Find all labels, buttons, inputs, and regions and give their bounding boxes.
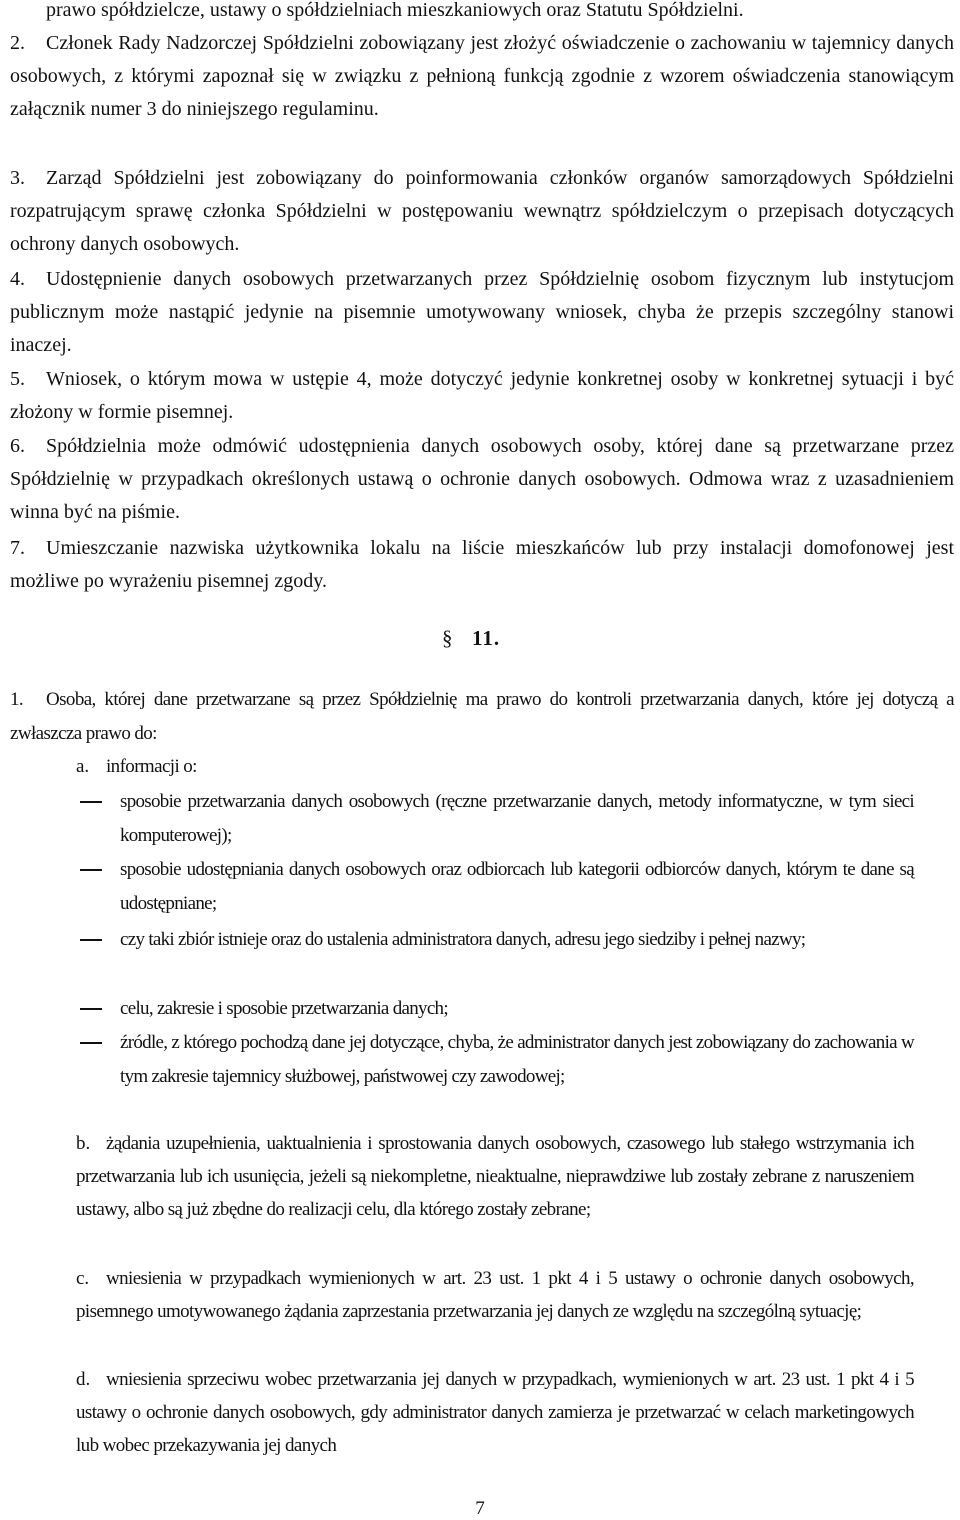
paragraph-text: Udostępnienie danych osobowych przetwarzanych przez Spółdzielnię osobom fizycznym lub instytucjom publicznym może nastąpić jedynie na pisemnie umotywowany wniosek, chyba że przepis szczególny stanowi inaczej. — [10, 268, 954, 356]
paragraph-continuation — [46, 0, 954, 27]
paragraph-s11-1 — [10, 683, 954, 751]
paragraph-text: Umieszczanie nazwiska użytkownika lokalu na liście mieszkańców lub przy instalacji domofonowej jest możliwe po wyrażeniu pisemnej zgody. — [10, 537, 954, 592]
paragraph-number: 6. — [10, 435, 25, 457]
dash-list-item — [80, 923, 914, 957]
paragraph-number: 7. — [10, 537, 25, 559]
paragraph-text: Członek Rady Nadzorczej Spółdzielni zobowiązany jest złożyć oświadczenie o zachowaniu w tajemnicy danych osobowych, z którymi zapoznał się w związku z pełnioną funkcją zgodnie z wzorem oświadczenia stanowiącym załącznik numer 3 do niniejszego regulaminu. — [10, 32, 954, 120]
dash-list-item — [80, 1026, 914, 1094]
paragraph-number: 3. — [10, 167, 25, 189]
dash-item-text: źródle, z którego pochodzą dane jej dotyczące, chyba, że administrator danych jest zobowiązany do zachowania w tym zakresie tajemnicy służbowej, państwowej czy zawodowej; — [120, 1032, 914, 1087]
dash-bullet-icon — [80, 1042, 102, 1044]
dash-list-item — [80, 992, 914, 1026]
paragraph-number: 5. — [10, 368, 25, 390]
paragraph-text: Zarząd Spółdzielni jest zobowiązany do poinformowania członków organów samorządowych Spółdzielni rozpatrującym sprawę członka Spółdzielni w postępowaniu wewnątrz spółdzielczym o przepisach dotyczących ochrony danych osobowych. — [10, 167, 954, 255]
paragraph-5 — [10, 363, 954, 429]
paragraph-text: Wniosek, o którym mowa w ustępie 4, może dotyczyć jedynie konkretnej osoby w konkretnej sytuacji i być złożony w formie pisemnej. — [10, 368, 954, 423]
dash-item-text: celu, zakresie i sposobie przetwarzania danych; — [120, 998, 448, 1019]
dash-item-text: sposobie przetwarzania danych osobowych (ręczne przetwarzanie danych, metody informatyczne, w tym sieci komputerowej); — [120, 791, 914, 846]
dash-bullet-icon — [80, 869, 102, 871]
dash-item-text: sposobie udostępniania danych osobowych oraz odbiorcach lub kategorii odbiorców danych, którym te dane są udostępniane; — [120, 859, 914, 914]
paragraph-number: 2. — [10, 32, 25, 54]
paragraph-text: Osoba, której dane przetwarzane są przez Spółdzielnię ma prawo do kontroli przetwarzania danych, które jej dotyczą a zwłaszcza prawo do: — [10, 689, 954, 744]
sub-item-letter: b. — [76, 1133, 91, 1154]
sub-item-d — [76, 1363, 914, 1462]
paragraph-number: 1. — [10, 689, 24, 710]
paragraph-2 — [10, 27, 954, 126]
dash-bullet-icon — [80, 801, 102, 803]
section-symbol: § — [442, 626, 454, 650]
page-number: 7 — [475, 1498, 485, 1519]
dash-bullet-icon — [80, 1008, 102, 1010]
paragraph-4 — [10, 263, 954, 362]
paragraph-number: 4. — [10, 268, 25, 290]
sub-item-c — [76, 1262, 914, 1328]
dash-list-item — [80, 785, 914, 853]
sub-item-letter: a. — [76, 756, 90, 777]
paragraph-text: prawo spółdzielcze, ustawy o spółdzielniach mieszkaniowych oraz Statutu Spółdzielni. — [46, 0, 744, 21]
sub-item-text: wniesienia sprzeciwu wobec przetwarzania jej danych w przypadkach, wymienionych w art. 23 ust. 1 pkt 4 i 5 ustawy o ochronie danych osobowych, gdy administrator danych zamierza je przetwarzać w celach marketingowych lub wobec przekazywania jej danych — [76, 1369, 914, 1456]
sub-item-text: informacji o: — [106, 756, 197, 777]
paragraph-6 — [10, 430, 954, 529]
section-heading — [442, 626, 500, 651]
dash-item-text: czy taki zbiór istnieje oraz do ustalenia administratora danych, adresu jego siedziby i pełnej nazwy; — [120, 929, 806, 950]
sub-item-a — [76, 750, 914, 783]
sub-item-letter: c. — [76, 1268, 90, 1289]
dash-bullet-icon — [80, 939, 102, 941]
sub-item-b — [76, 1127, 914, 1226]
section-number: 11. — [472, 626, 501, 650]
dash-list-item — [80, 853, 914, 921]
sub-item-letter: d. — [76, 1369, 91, 1390]
paragraph-7 — [10, 532, 954, 598]
sub-item-text: wniesienia w przypadkach wymienionych w art. 23 ust. 1 pkt 4 i 5 ustawy o ochronie danych osobowych, pisemnego umotywowanego żądania zaprzestania przetwarzania jej danych ze względu na szczególną sytuację; — [76, 1268, 914, 1322]
paragraph-3 — [10, 162, 954, 261]
sub-item-text: żądania uzupełnienia, uaktualnienia i sprostowania danych osobowych, czasowego lub stałego wstrzymania ich przetwarzania lub ich usunięcia, jeżeli są niekompletne, nieaktualne, nieprawdziwe lub zostały zebrane z naruszeniem ustawy, albo są już zbędne do realizacji celu, dla którego zostały zebrane; — [76, 1133, 914, 1220]
paragraph-text: Spółdzielnia może odmówić udostępnienia danych osobowych osoby, której dane są przetwarzane przez Spółdzielnię w przypadkach określonych ustawą o ochronie danych osobowych. Odmowa wraz z uzasadnieniem winna być na piśmie. — [10, 435, 954, 523]
